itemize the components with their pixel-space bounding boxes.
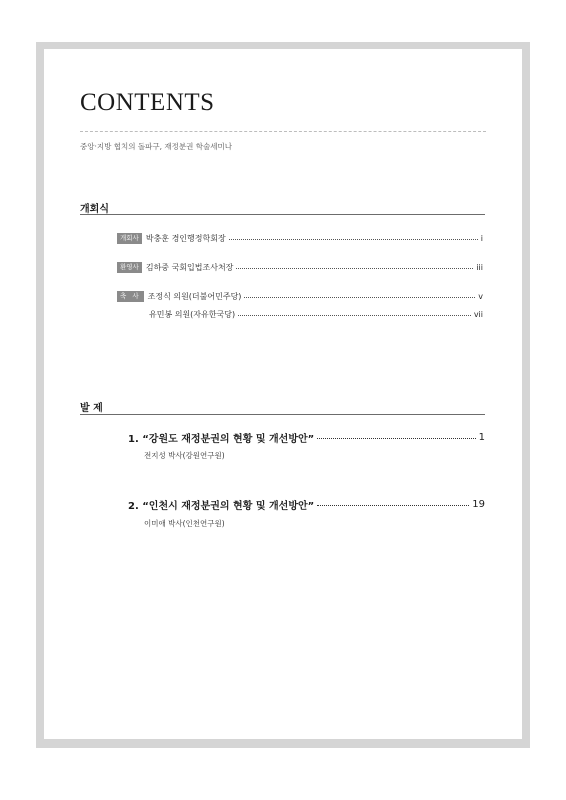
dot-leader [317,438,475,439]
section-rule-opening [80,214,485,215]
entry-name: 유민봉 의원(자유한국당) [149,309,236,319]
dot-leader [229,239,478,240]
presentation-page: 19 [472,498,485,510]
contents-page [44,49,522,739]
toc-entry[interactable] [117,290,483,302]
presentation-title: 2. “인천시 재정분권의 현황 및 개선방안” [128,500,315,512]
section-heading-opening: 개회식 [80,204,109,215]
presentation-author: 이미애 박사(인천연구원) [144,519,225,528]
entry-tag: 개회사 [117,233,142,244]
toc-entry[interactable] [117,232,483,244]
presentation-title: 1. “강원도 재정분권의 현황 및 개선방안” [128,433,315,445]
entry-tag: 축 사 [117,291,144,302]
section-rule-presentations [80,414,485,415]
presentation-page: 1 [478,431,485,443]
dot-leader [244,297,475,298]
presentation-author: 전지성 박사(강원연구원) [144,451,225,460]
presentation-entry[interactable] [128,497,485,511]
entry-page: v [478,291,483,301]
toc-entry[interactable] [117,261,483,273]
entry-page: vii [473,309,483,319]
page-title: CONTENTS [80,89,215,116]
entry-tag: 환영사 [117,262,142,273]
entry-name: 박충훈 경인행정학회장 [145,233,226,243]
entry-page: i [480,233,483,243]
presentation-entry[interactable] [128,430,485,444]
page-subtitle: 중앙·지방 협치의 돌파구, 재정분권 학술세미나 [80,142,232,151]
entry-page: iii [476,262,483,272]
title-divider [80,131,486,132]
section-heading-presentations: 발 제 [80,403,103,414]
dot-leader [236,268,473,269]
entry-name: 김하중 국회입법조사처장 [145,262,234,272]
entry-name: 조정식 의원(더불어민주당) [147,291,242,301]
toc-entry[interactable] [117,308,483,320]
dot-leader [317,505,469,506]
dot-leader [238,315,471,316]
